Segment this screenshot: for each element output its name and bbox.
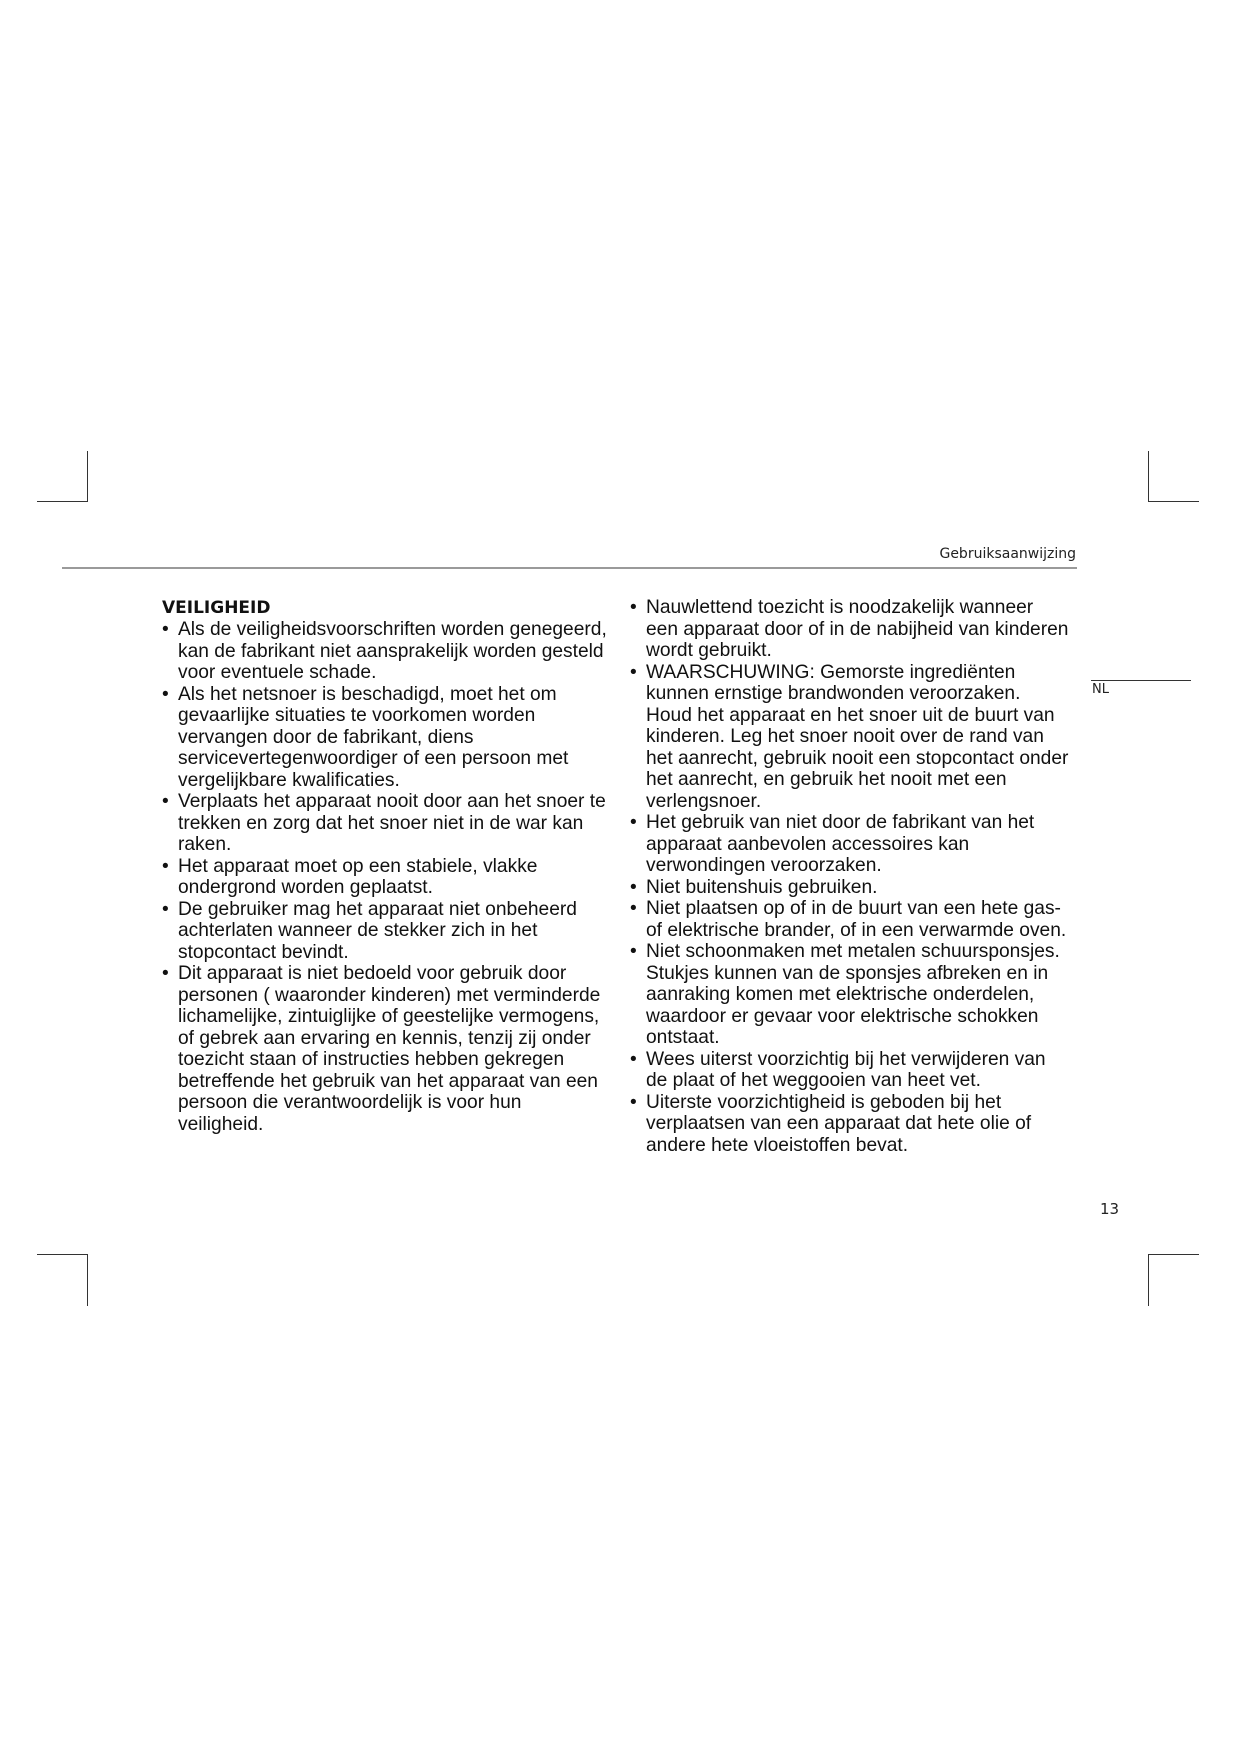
running-header-title: Gebruiksaanwijzing [939,546,1076,562]
language-tab-divider [1091,680,1191,681]
list-item: • Niet buitenshuis gebruiken. [630,877,1070,899]
right-column [630,597,1070,1156]
list-item: • Dit apparaat is niet bedoeld voor gebruik door personen ( waaronder kinderen) met verminderde lichamelijke, zintuiglijke of geestelijke vermogens, of gebrek aan ervaring en kennis, tenzij zij onder toezicht staan of instructies hebben gekregen betreffende het gebruik van het apparaat van een persoon die verantwoordelijk is voor hun veiligheid. [162,963,612,1135]
safety-list-left [162,619,612,1135]
crop-mark-top-left-vertical [87,451,88,502]
safety-list-right [630,597,1070,1156]
crop-mark-top-right-horizontal [1148,501,1199,502]
list-item: • De gebruiker mag het apparaat niet onbeheerd achterlaten wanneer de stekker zich in het stopcontact bevindt. [162,899,612,964]
language-tab: NL [1092,682,1109,697]
list-item: • Uiterste voorzichtigheid is geboden bij het verplaatsen van een apparaat dat hete olie of andere hete vloeistoffen bevat. [630,1092,1070,1157]
crop-mark-bottom-left-vertical [87,1254,88,1306]
list-item: • Wees uiterst voorzichtig bij het verwijderen van de plaat of het weggooien van heet vet. [630,1049,1070,1092]
list-item: • Het gebruik van niet door de fabrikant van het apparaat aanbevolen accessoires kan verwondingen veroorzaken. [630,812,1070,877]
crop-mark-top-left-horizontal [37,501,88,502]
crop-mark-top-right-vertical [1148,451,1149,502]
crop-mark-bottom-left-horizontal [37,1254,88,1255]
page-number: 13 [1100,1200,1120,1218]
header-divider [62,567,1077,569]
list-item: • Als het netsnoer is beschadigd, moet het om gevaarlijke situaties te voorkomen worden vervangen door de fabrikant, diens servicevertegenwoordiger of een persoon met vergelijkbare kwalificaties. [162,684,612,792]
list-item: • Niet plaatsen op of in de buurt van een hete gas- of elektrische brander, of in een verwarmde oven. [630,898,1070,941]
list-item: • Het apparaat moet op een stabiele, vlakke ondergrond worden geplaatst. [162,856,612,899]
list-item: • Nauwlettend toezicht is noodzakelijk wanneer een apparaat door of in de nabijheid van kinderen wordt gebruikt. [630,597,1070,662]
list-item: • WAARSCHUWING: Gemorste ingrediënten kunnen ernstige brandwonden veroorzaken. Houd het apparaat en het snoer uit de buurt van kinderen. Leg het snoer nooit over de rand van het aanrecht, gebruik nooit een stopcontact onder het aanrecht, en gebruik het nooit met een verlengsnoer. [630,662,1070,813]
section-heading: VEILIGHEID [162,598,271,618]
left-column [162,597,612,1135]
list-item: • Als de veiligheidsvoorschriften worden genegeerd, kan de fabrikant niet aansprakelijk worden gesteld voor eventuele schade. [162,619,612,684]
crop-mark-bottom-right-horizontal [1148,1254,1199,1255]
list-item: • Niet schoonmaken met metalen schuursponsjes. Stukjes kunnen van de sponsjes afbreken en in aanraking komen met elektrische onderdelen, waardoor er gevaar voor elektrische schokken ontstaat. [630,941,1070,1049]
list-item: • Verplaats het apparaat nooit door aan het snoer te trekken en zorg dat het snoer niet in de war kan raken. [162,791,612,856]
crop-mark-bottom-right-vertical [1148,1254,1149,1306]
